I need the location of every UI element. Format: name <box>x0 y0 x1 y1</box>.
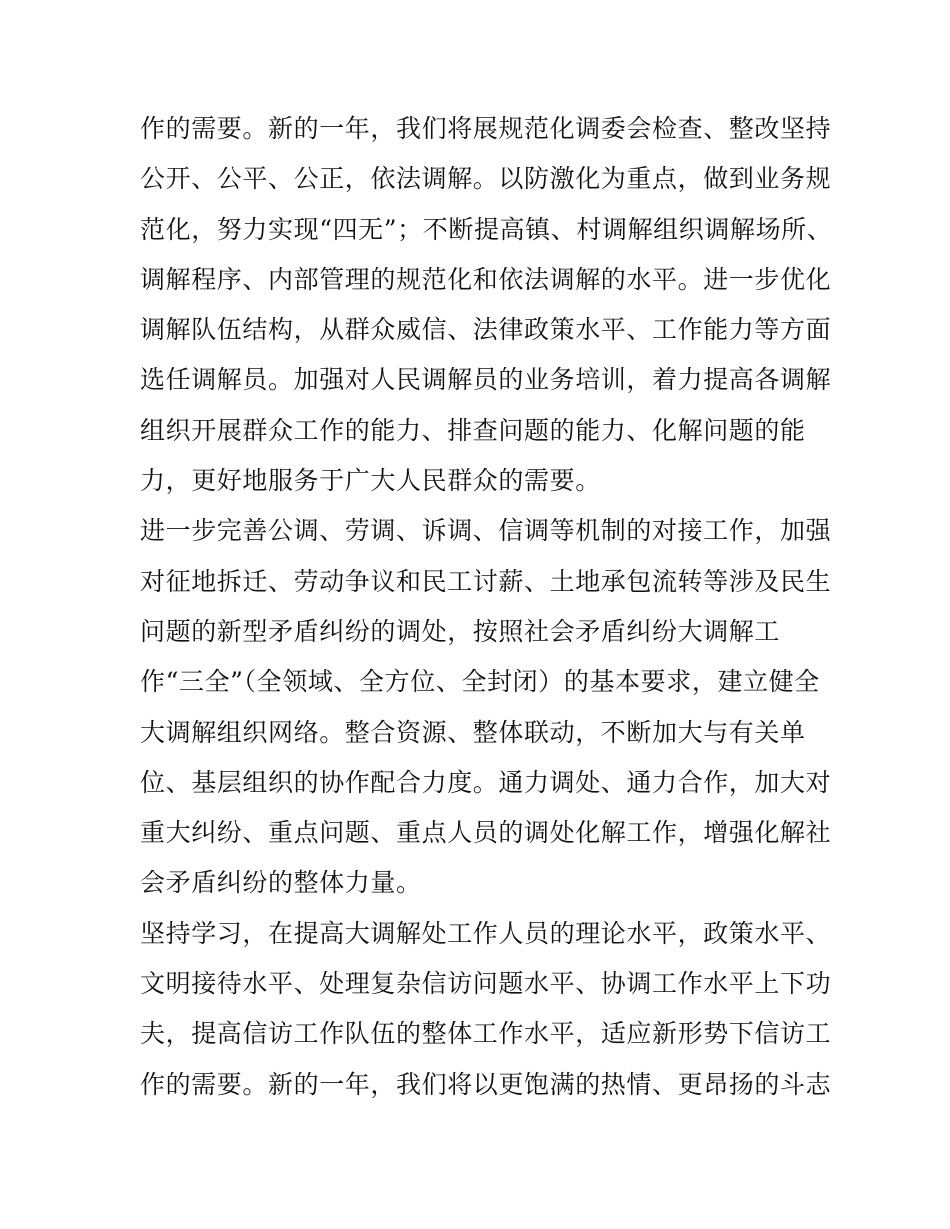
text-line: 范化，努力实现“四无”；不断提高镇、村调解组织调解场所、 <box>140 214 833 244</box>
text-line: 会矛盾纠纷的整体力量。 <box>140 868 422 898</box>
text-line: 作“三全”（全领域、全方位、全封闭）的基本要求，建立健全 <box>140 667 820 697</box>
text-line: 位、基层组织的协作配合力度。通力调处、通力合作，加大对 <box>140 767 832 797</box>
text-line: 进一步完善公调、劳调、诉调、信调等机制的对接工作，加强 <box>140 516 832 546</box>
text-line: 组织开展群众工作的能力、排查问题的能力、化解问题的能 <box>140 415 806 445</box>
text-line: 大调解组织网络。整合资源、整体联动，不断加大与有关单 <box>140 717 806 747</box>
text-line: 调解程序、内部管理的规范化和依法调解的水平。进一步优化 <box>140 264 832 294</box>
text-line: 对征地拆迁、劳动争议和民工讨薪、土地承包流转等涉及民生 <box>140 566 832 596</box>
text-line: 文明接待水平、处理复杂信访问题水平、协调工作水平上下功 <box>140 969 832 999</box>
text-line: 调解队伍结构，从群众威信、法律政策水平、工作能力等方面 <box>140 315 832 345</box>
text-line: 选任调解员。加强对人民调解员的业务培训，着力提高各调解 <box>140 365 832 395</box>
text-line: 夫，提高信访工作队伍的整体工作水平，适应新形势下信访工 <box>140 1019 832 1049</box>
text-line: 公开、公平、公正，依法调解。以防激化为重点，做到业务规 <box>140 164 832 194</box>
text-line: 作的需要。新的一年，我们将以更饱满的热情、更昂扬的斗志 <box>140 1069 832 1099</box>
body-text <box>140 104 833 1110</box>
text-line: 问题的新型矛盾纠纷的调处，按照社会矛盾纠纷大调解工 <box>140 616 781 646</box>
text-line: 力，更好地服务于广大人民群众的需要。 <box>140 466 601 496</box>
text-line: 坚持学习，在提高大调解处工作人员的理论水平，政策水平、 <box>140 918 832 948</box>
text-line: 重大纠纷、重点问题、重点人员的调处化解工作，增强化解社 <box>140 818 832 848</box>
text-line: 作的需要。新的一年，我们将展规范化调委会检查、整改坚持 <box>140 114 832 143</box>
